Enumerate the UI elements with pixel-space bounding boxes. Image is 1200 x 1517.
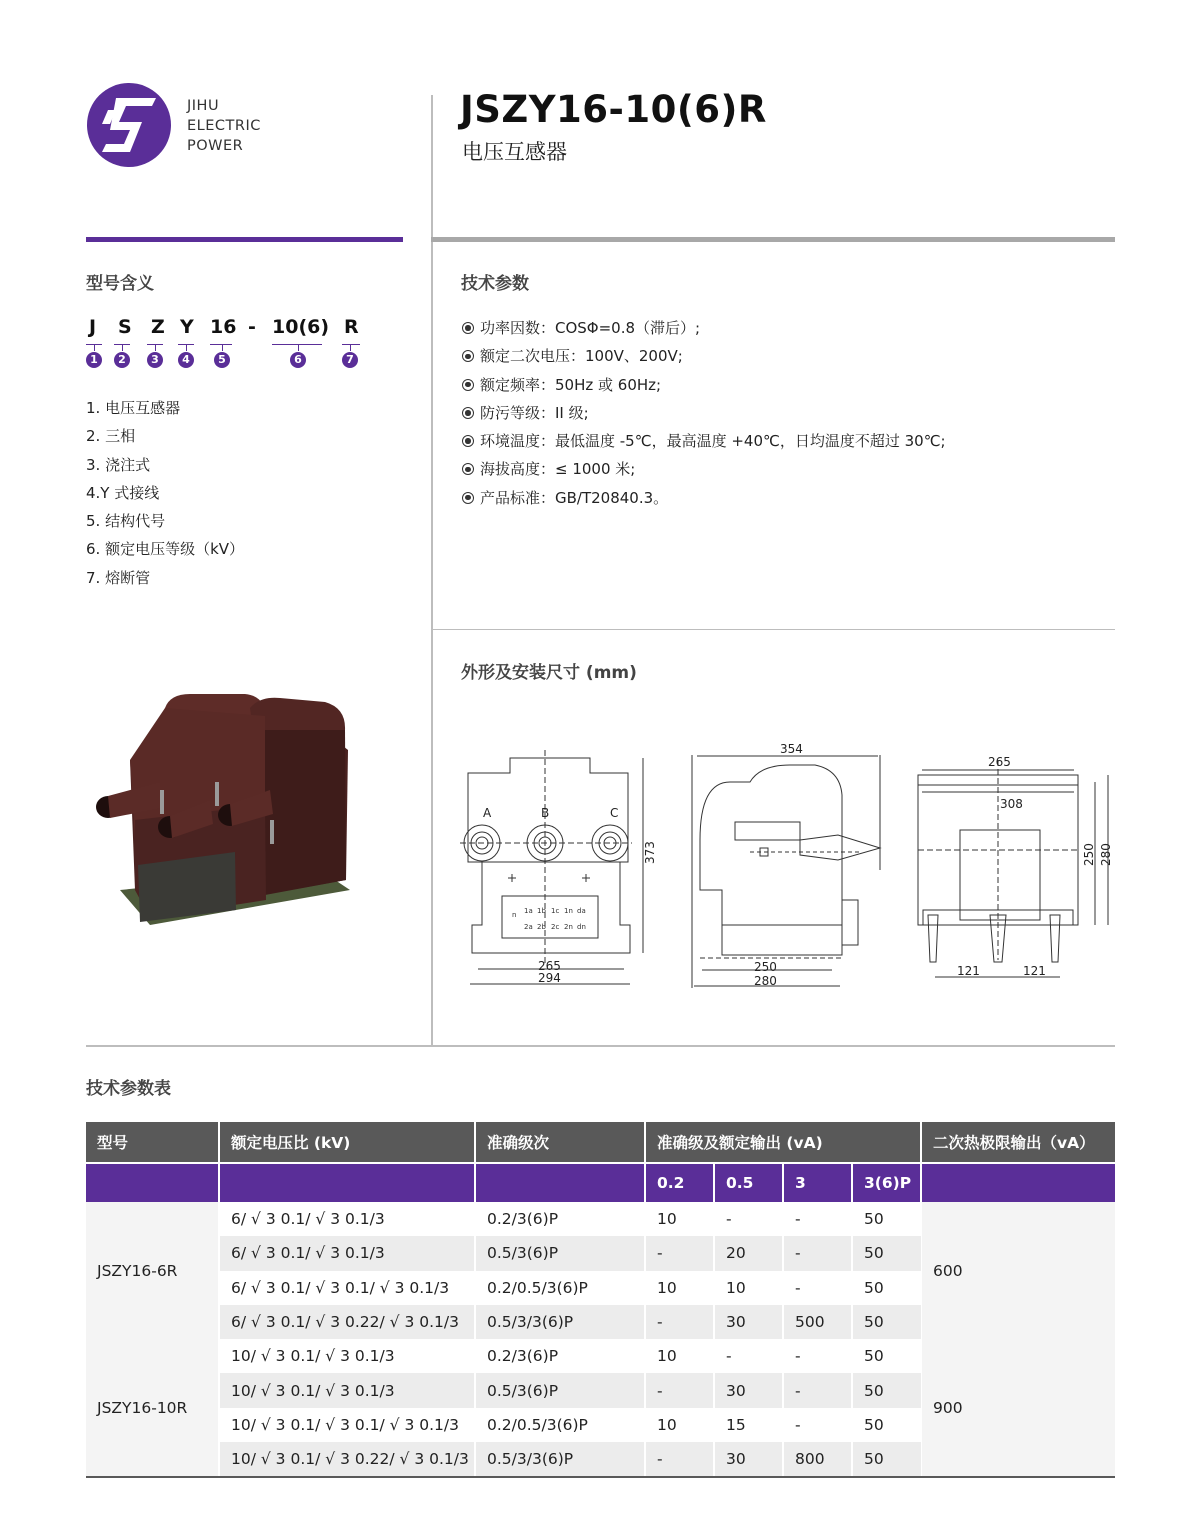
table-row xyxy=(86,1339,1115,1373)
accuracy-cell: 0.5/3/3(6)P xyxy=(475,1442,645,1476)
accuracy-cell: 0.2/3(6)P xyxy=(475,1202,645,1236)
number-badge: 3 xyxy=(147,352,163,368)
list-item: 产品标准：GB/T20840.3。 xyxy=(462,484,946,512)
ratio-cell: 10/ √ 3 0.1/ √ 3 0.22/ √ 3 0.1/3 xyxy=(219,1442,475,1476)
list-item: 4.Y 式接线 xyxy=(86,483,160,502)
product-photo xyxy=(90,690,360,945)
bullet-icon xyxy=(462,322,474,334)
value-cell: - xyxy=(714,1202,783,1236)
brand-name xyxy=(187,96,261,156)
gray-rule xyxy=(431,237,1115,242)
ratio-cell: 6/ √ 3 0.1/ √ 3 0.1/3 xyxy=(219,1236,475,1270)
number-badge: 2 xyxy=(114,352,130,368)
list-item: 海拔高度：≤ 1000 米; xyxy=(462,455,946,483)
value-cell: - xyxy=(783,1373,852,1407)
ratio-cell: 6/ √ 3 0.1/ √ 3 0.1/ √ 3 0.1/3 xyxy=(219,1271,475,1305)
section-divider xyxy=(431,629,1115,630)
phase-label: B xyxy=(541,806,550,820)
column-header: 准确级次 xyxy=(475,1122,645,1163)
list-item: 6. 额定电压等级（kV） xyxy=(86,540,245,559)
tech-params-list xyxy=(462,314,946,512)
thermal-cell: 600 xyxy=(921,1202,1115,1339)
subcolumn-header: 0.5 xyxy=(714,1163,783,1202)
value-cell: - xyxy=(645,1442,714,1476)
column-header: 额定电压比 (kV) xyxy=(219,1122,475,1163)
value-cell: - xyxy=(645,1373,714,1407)
purple-rule xyxy=(86,237,403,242)
brand-line-1: JIHU xyxy=(187,98,220,114)
bullet-icon xyxy=(462,407,474,419)
value-cell: 50 xyxy=(852,1442,921,1476)
dimension-label: 250 xyxy=(1082,843,1096,866)
value-cell: 10 xyxy=(714,1271,783,1305)
ratio-cell: 10/ √ 3 0.1/ √ 3 0.1/3 xyxy=(219,1339,475,1373)
bullet-icon xyxy=(462,350,474,362)
list-item: 功率因数：COSΦ=0.8（滞后）; xyxy=(462,314,946,342)
table-row xyxy=(86,1202,1115,1236)
value-cell: 50 xyxy=(852,1202,921,1236)
spec-table-heading: 技术参数表 xyxy=(86,1079,171,1099)
table-subheader-row xyxy=(86,1163,1115,1202)
value-cell: 10 xyxy=(645,1202,714,1236)
top-view xyxy=(918,760,1108,977)
value-cell: - xyxy=(714,1339,783,1373)
number-badge: 4 xyxy=(178,352,194,368)
ratio-cell: 6/ √ 3 0.1/ √ 3 0.22/ √ 3 0.1/3 xyxy=(219,1305,475,1339)
subcolumn-header: 0.2 xyxy=(645,1163,714,1202)
tech-params-heading: 技术参数 xyxy=(461,274,529,294)
code-part: R xyxy=(344,316,359,338)
code-part: Y xyxy=(180,316,194,338)
accuracy-cell: 0.2/0.5/3(6)P xyxy=(475,1408,645,1442)
svg-text:2b: 2b xyxy=(537,923,546,931)
code-part: 16 xyxy=(210,316,237,338)
list-item: 额定二次电压：100V、200V; xyxy=(462,342,946,370)
dimension-label: 280 xyxy=(1099,843,1113,866)
number-badge: 5 xyxy=(214,352,230,368)
svg-text:2n: 2n xyxy=(564,923,573,931)
accuracy-cell: 0.5/3(6)P xyxy=(475,1373,645,1407)
dimension-label: 280 xyxy=(754,974,777,988)
svg-text:n: n xyxy=(512,911,517,919)
svg-text:da: da xyxy=(577,907,586,915)
top-view-labels xyxy=(957,755,1113,978)
list-item: 环境温度：最低温度 -5℃，最高温度 +40℃，日均温度不超过 30℃; xyxy=(462,427,946,455)
model-meaning-list xyxy=(86,394,244,592)
dimension-label: 294 xyxy=(538,971,561,985)
bullet-icon xyxy=(462,435,474,447)
dimension-label: 373 xyxy=(643,841,657,864)
value-cell: 50 xyxy=(852,1305,921,1339)
bullet-icon xyxy=(462,379,474,391)
svg-text:1a: 1a xyxy=(524,907,533,915)
column-header: 型号 xyxy=(86,1122,219,1163)
svg-text:1n: 1n xyxy=(564,907,573,915)
number-badge: 1 xyxy=(86,352,102,368)
dimensions-heading: 外形及安装尺寸 (mm) xyxy=(461,663,637,683)
number-badge: 7 xyxy=(342,352,358,368)
list-item: 防污等级：II 级; xyxy=(462,399,946,427)
thermal-cell: 900 xyxy=(921,1339,1115,1476)
dimension-label: 250 xyxy=(754,960,777,974)
ratio-cell: 10/ √ 3 0.1/ √ 3 0.1/3 xyxy=(219,1373,475,1407)
svg-text:dn: dn xyxy=(577,923,586,931)
dimension-label: 121 xyxy=(957,964,980,978)
svg-text:2a: 2a xyxy=(524,923,533,931)
value-cell: - xyxy=(645,1236,714,1270)
accuracy-cell: 0.2/0.5/3(6)P xyxy=(475,1271,645,1305)
model-code-numbers xyxy=(86,352,386,374)
value-cell: - xyxy=(783,1408,852,1442)
front-view xyxy=(460,750,643,984)
subcolumn-header: 3(6)P xyxy=(852,1163,921,1202)
list-item: 3. 浇注式 xyxy=(86,455,151,474)
value-cell: 10 xyxy=(645,1271,714,1305)
value-cell: 50 xyxy=(852,1408,921,1442)
value-cell: - xyxy=(783,1236,852,1270)
value-cell: 50 xyxy=(852,1373,921,1407)
company-logo xyxy=(86,82,172,168)
value-cell: 20 xyxy=(714,1236,783,1270)
table-bottom-rule xyxy=(86,1476,1115,1478)
value-cell: 30 xyxy=(714,1305,783,1339)
phase-label: A xyxy=(483,806,492,820)
value-cell: - xyxy=(783,1202,852,1236)
column-header: 二次热极限输出（vA） xyxy=(921,1122,1115,1163)
side-view-labels xyxy=(754,742,803,988)
svg-text:2c: 2c xyxy=(551,923,560,931)
number-badge: 6 xyxy=(290,352,306,368)
value-cell: 30 xyxy=(714,1373,783,1407)
list-item: 7. 熔断管 xyxy=(86,568,151,587)
column-header: 准确级及额定输出 (vA) xyxy=(645,1122,921,1163)
phase-label: C xyxy=(610,806,619,820)
subcolumn-header: 3 xyxy=(783,1163,852,1202)
code-part: - xyxy=(248,316,256,338)
list-item: 额定频率：50Hz 或 60Hz; xyxy=(462,371,946,399)
value-cell: 10 xyxy=(645,1408,714,1442)
code-part: Z xyxy=(151,316,165,338)
side-view xyxy=(692,755,880,988)
value-cell: 50 xyxy=(852,1236,921,1270)
dimension-label: 354 xyxy=(780,742,803,756)
value-cell: - xyxy=(783,1339,852,1373)
value-cell: 500 xyxy=(783,1305,852,1339)
brand-line-3: POWER xyxy=(187,138,244,154)
value-cell: 10 xyxy=(645,1339,714,1373)
dimension-label: 121 xyxy=(1023,964,1046,978)
bullet-icon xyxy=(462,492,474,504)
accuracy-cell: 0.2/3(6)P xyxy=(475,1339,645,1373)
dimension-drawings xyxy=(460,740,1140,1000)
code-part: 10(6) xyxy=(272,316,330,338)
value-cell: 50 xyxy=(852,1271,921,1305)
accuracy-cell: 0.5/3(6)P xyxy=(475,1236,645,1270)
product-name: 电压互感器 xyxy=(462,140,567,164)
value-cell: - xyxy=(645,1305,714,1339)
spec-table xyxy=(86,1122,1115,1476)
list-item: 5. 结构代号 xyxy=(86,512,166,531)
value-cell: 50 xyxy=(852,1339,921,1373)
section-divider-bottom xyxy=(86,1045,1115,1047)
brand-line-2: ELECTRIC xyxy=(187,118,261,134)
ratio-cell: 6/ √ 3 0.1/ √ 3 0.1/3 xyxy=(219,1202,475,1236)
dimension-label: 265 xyxy=(538,959,561,973)
value-cell: 15 xyxy=(714,1408,783,1442)
model-meaning-heading: 型号含义 xyxy=(86,274,154,294)
model-code xyxy=(86,316,386,344)
svg-text:1b: 1b xyxy=(537,907,546,915)
bullet-icon xyxy=(462,463,474,475)
table-header-row xyxy=(86,1122,1115,1163)
svg-text:1c: 1c xyxy=(551,907,560,915)
code-part: S xyxy=(118,316,132,338)
terminal-labels xyxy=(512,907,586,931)
value-cell: 800 xyxy=(783,1442,852,1476)
dimension-label: 265 xyxy=(988,755,1011,769)
accuracy-cell: 0.5/3/3(6)P xyxy=(475,1305,645,1339)
ratio-cell: 10/ √ 3 0.1/ √ 3 0.1/ √ 3 0.1/3 xyxy=(219,1408,475,1442)
list-item: 1. 电压互感器 xyxy=(86,399,181,417)
dimension-label: 308 xyxy=(1000,797,1023,811)
value-cell: - xyxy=(783,1271,852,1305)
model-cell: JSZY16-10R xyxy=(86,1339,219,1476)
product-model-title: JSZY16-10(6)R xyxy=(460,88,767,131)
model-cell: JSZY16-6R xyxy=(86,1202,219,1339)
value-cell: 30 xyxy=(714,1442,783,1476)
list-item: 2. 三相 xyxy=(86,427,136,446)
code-part: J xyxy=(89,316,97,338)
